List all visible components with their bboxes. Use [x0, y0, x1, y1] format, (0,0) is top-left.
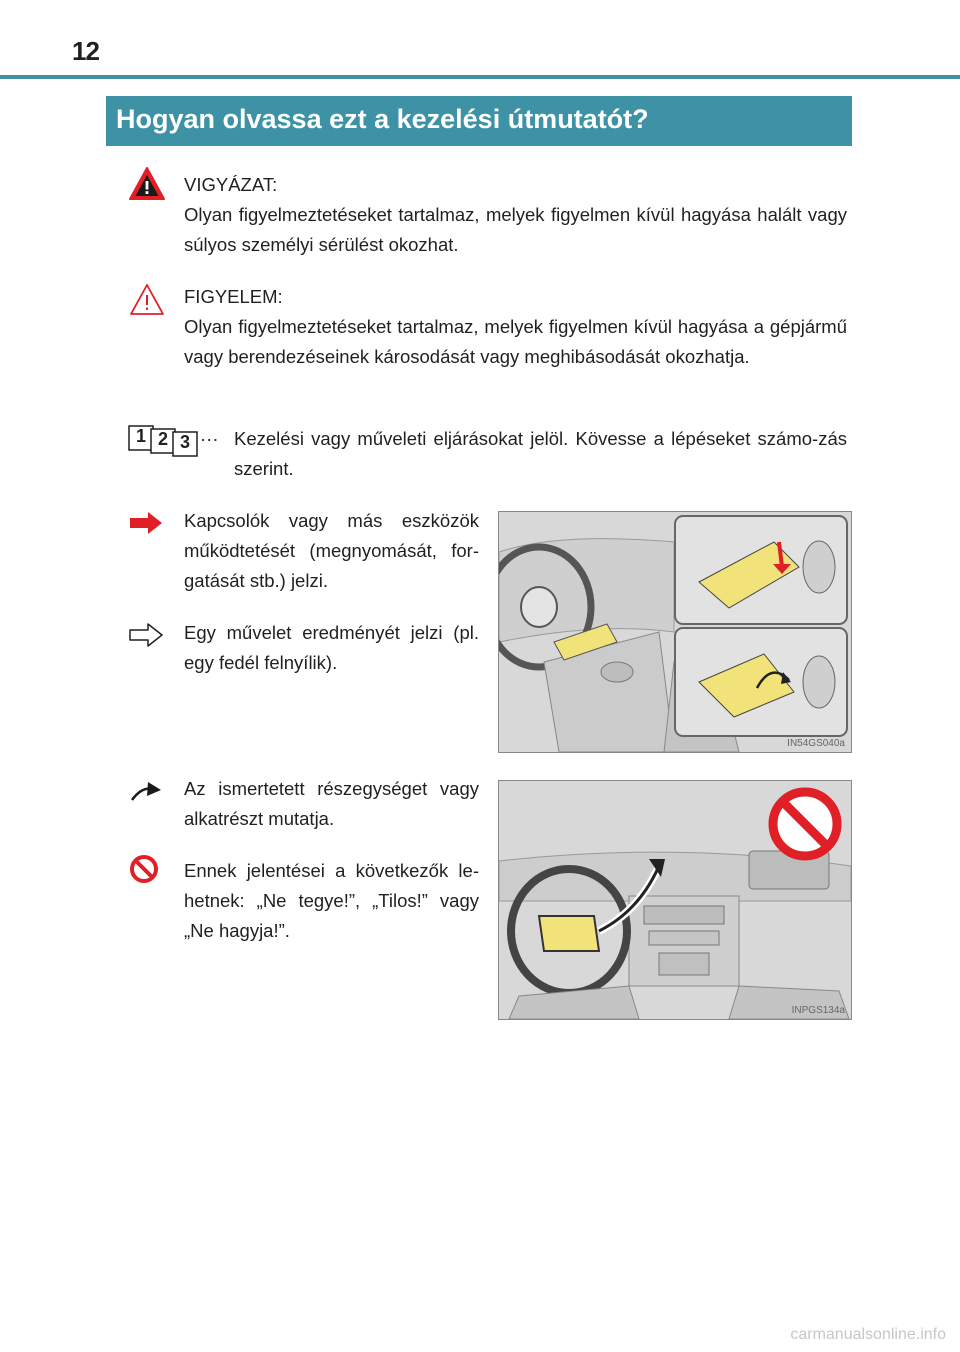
- result-arrow-text: Egy művelet eredményét jelzi (pl. egy fedél felnyílik).: [184, 622, 479, 673]
- step-numbers-icon: [128, 425, 200, 462]
- footer-watermark: carmanualsonline.info: [790, 1326, 946, 1343]
- section-title-bar: [106, 96, 852, 146]
- operation-arrow-text: Kapcsolók vagy más eszközök működtetését (megnyomását, for-gatását stb.) jelzi.: [184, 510, 479, 591]
- warning-text: Olyan figyelmeztetéseket tartalmaz, melyek figyelmen kívül hagyása halált vagy súlyos személyi sérülést okozhat.: [184, 204, 847, 255]
- header-rule: [0, 75, 960, 79]
- step-number-2: 2: [158, 429, 169, 449]
- warning-block: [184, 170, 847, 260]
- warning-triangle-icon: [128, 166, 166, 207]
- notice-block: [184, 282, 847, 372]
- warning-label: VIGYÁZAT:: [184, 174, 278, 195]
- notice-triangle-icon: [128, 282, 166, 323]
- notice-label: FIGYELEM:: [184, 286, 283, 307]
- step-number-1: 1: [136, 426, 147, 446]
- console-figure-code: IN54GS040a: [787, 738, 845, 749]
- notice-text: Olyan figyelmeztetéseket tartalmaz, melyek figyelmen kívül hagyása a gépjármű vagy berendezéseinek károsodását vagy meghibásodását okozhatja.: [184, 316, 847, 367]
- part-pointer-text: Az ismertetett részegységet vagy alkatrészt mutatja.: [184, 778, 479, 829]
- console-illustration: [498, 511, 852, 753]
- prohibition-text: Ennek jelentései a következők le-hetnek: „Ne tegye!”, „Tilos!” vagy „Ne hagyja!”.: [184, 860, 479, 941]
- dashboard-figure-code: INPGS134a: [791, 1005, 845, 1016]
- step-number-3: 3: [180, 432, 191, 452]
- steps-dots: ···: [200, 428, 219, 449]
- part-pointer-arrow-icon: [128, 778, 164, 811]
- steps-text: Kezelési vagy műveleti eljárásokat jelöl. Kövesse a lépéseket számo-zás szerint.: [234, 428, 847, 479]
- section-title: Hogyan olvassa ezt a kezelési útmutatót?: [116, 104, 649, 134]
- dashboard-illustration: [498, 780, 852, 1020]
- prohibition-icon: [129, 854, 159, 889]
- page-number: 12: [72, 36, 99, 66]
- result-arrow-icon: [128, 622, 164, 653]
- operation-arrow-icon: [128, 510, 164, 541]
